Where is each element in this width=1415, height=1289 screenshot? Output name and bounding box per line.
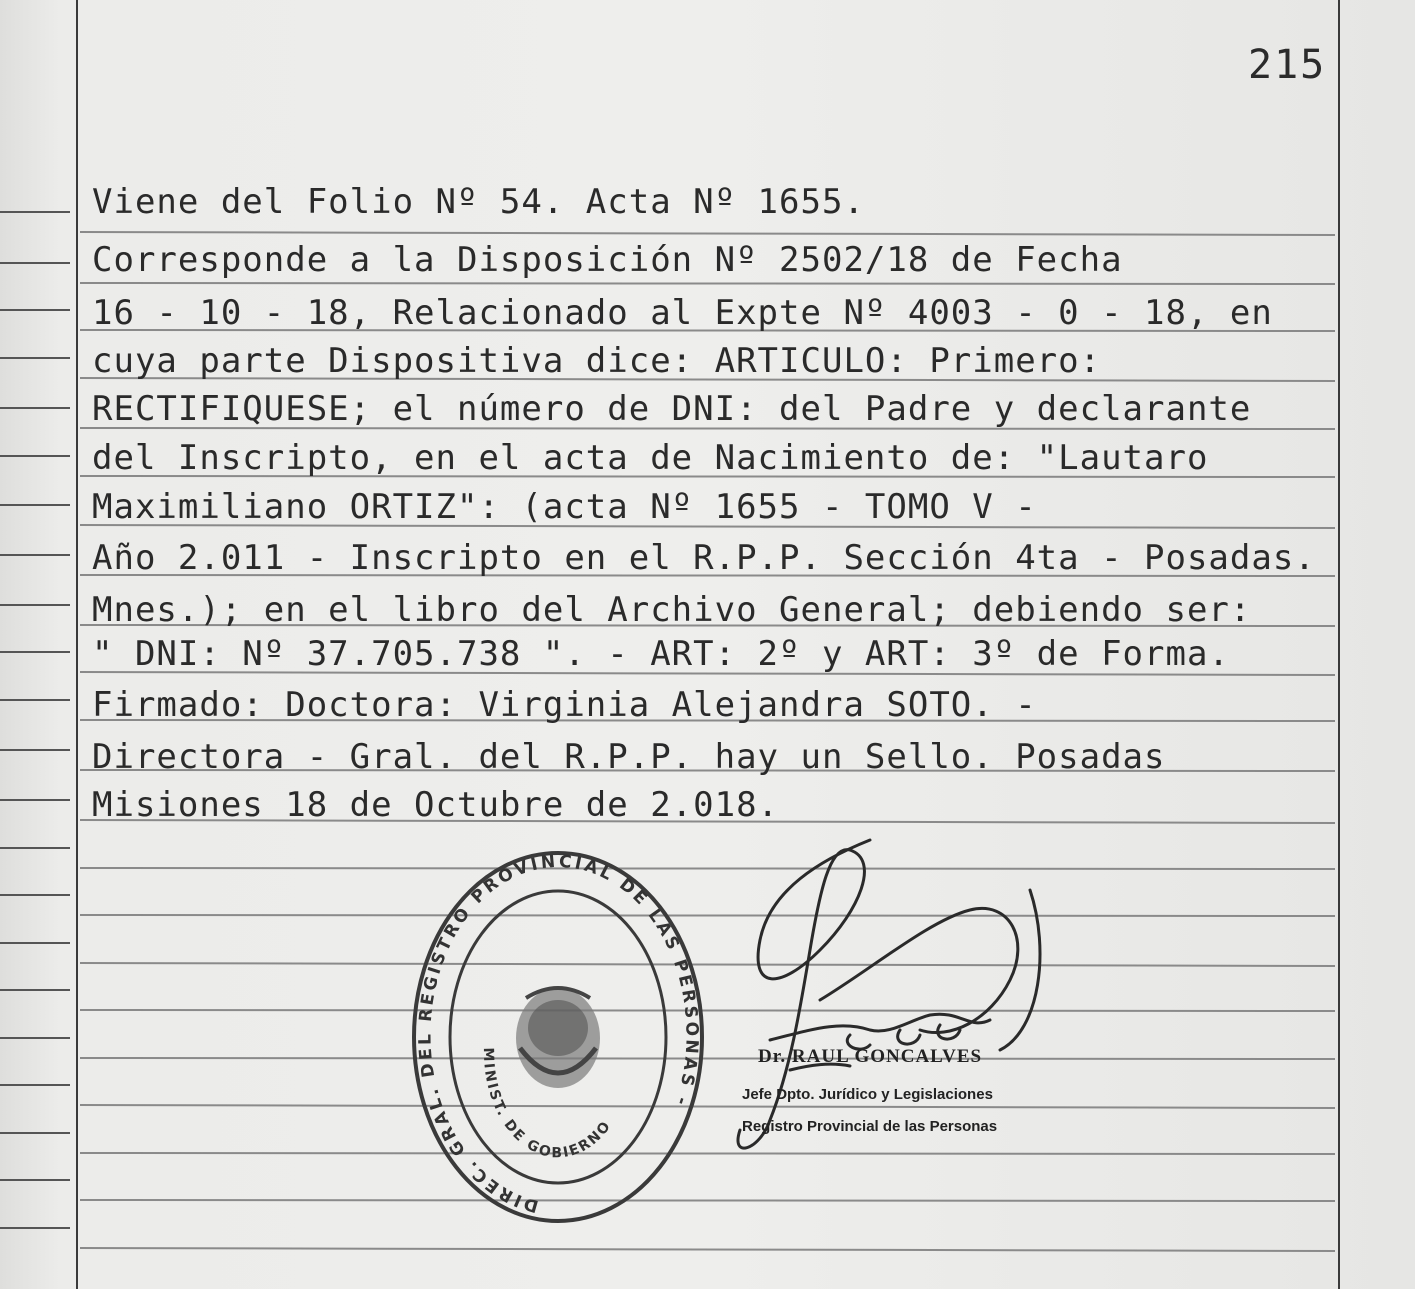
ruled-line xyxy=(80,1248,1335,1251)
text-line-7: Maximiliano ORTIZ": (acta Nº 1655 - TOMO V - xyxy=(92,487,1037,527)
ruled-line xyxy=(80,232,1335,235)
text-line-9: Mnes.); en el libro del Archivo General; debiendo ser: xyxy=(92,590,1252,630)
text-line-5: RECTIFIQUESE; el número de DNI: del Padre y declarante xyxy=(92,389,1252,429)
text-line-2: Corresponde a la Disposición Nº 2502/18 de Fecha xyxy=(92,240,1123,280)
right-margin-line xyxy=(1338,0,1340,1289)
seal-ring-text: DIREC. GRAL. DEL REGISTRO PROVINCIAL DE LAS PERSONAS - xyxy=(415,851,702,1216)
text-line-10: " DNI: Nº 37.705.738 ". - ART: 2º y ART: 3º de Forma. xyxy=(92,634,1230,674)
official-seal xyxy=(408,848,708,1226)
text-line-3: 16 - 10 - 18, Relacionado al Expte Nº 4003 - 0 - 18, en xyxy=(92,293,1273,333)
text-line-6: del Inscripto, en el acta de Nacimiento de: "Lautaro xyxy=(92,438,1209,478)
ruled-line xyxy=(80,283,1335,284)
folio-number: 215 xyxy=(1248,42,1327,88)
text-line-8: Año 2.011 - Inscripto en el R.P.P. Sección 4ta - Posadas. xyxy=(92,538,1316,578)
text-line-4: cuya parte Dispositiva dice: ARTICULO: Primero: xyxy=(92,341,1102,381)
signatory-office: Registro Provincial de las Personas xyxy=(742,1118,998,1135)
signatory-name: Dr. RAUL GONCALVES xyxy=(758,1046,983,1067)
text-line-12: Directora - Gral. del R.P.P. hay un Sello. Posadas xyxy=(92,737,1166,777)
text-line-13: Misiones 18 de Octubre de 2.018. xyxy=(92,785,780,825)
left-margin-line xyxy=(76,0,78,1289)
coat-of-arms-icon xyxy=(516,988,600,1088)
seal-inner-text: MINIST. DE GOBIERNO xyxy=(479,1047,615,1162)
text-line-1: Viene del Folio Nº 54. Acta Nº 1655. xyxy=(92,182,865,222)
text-line-11: Firmado: Doctora: Virginia Alejandra SOTO. - xyxy=(92,685,1037,725)
signatory-title: Jefe Dpto. Jurídico y Legislaciones xyxy=(742,1086,993,1103)
